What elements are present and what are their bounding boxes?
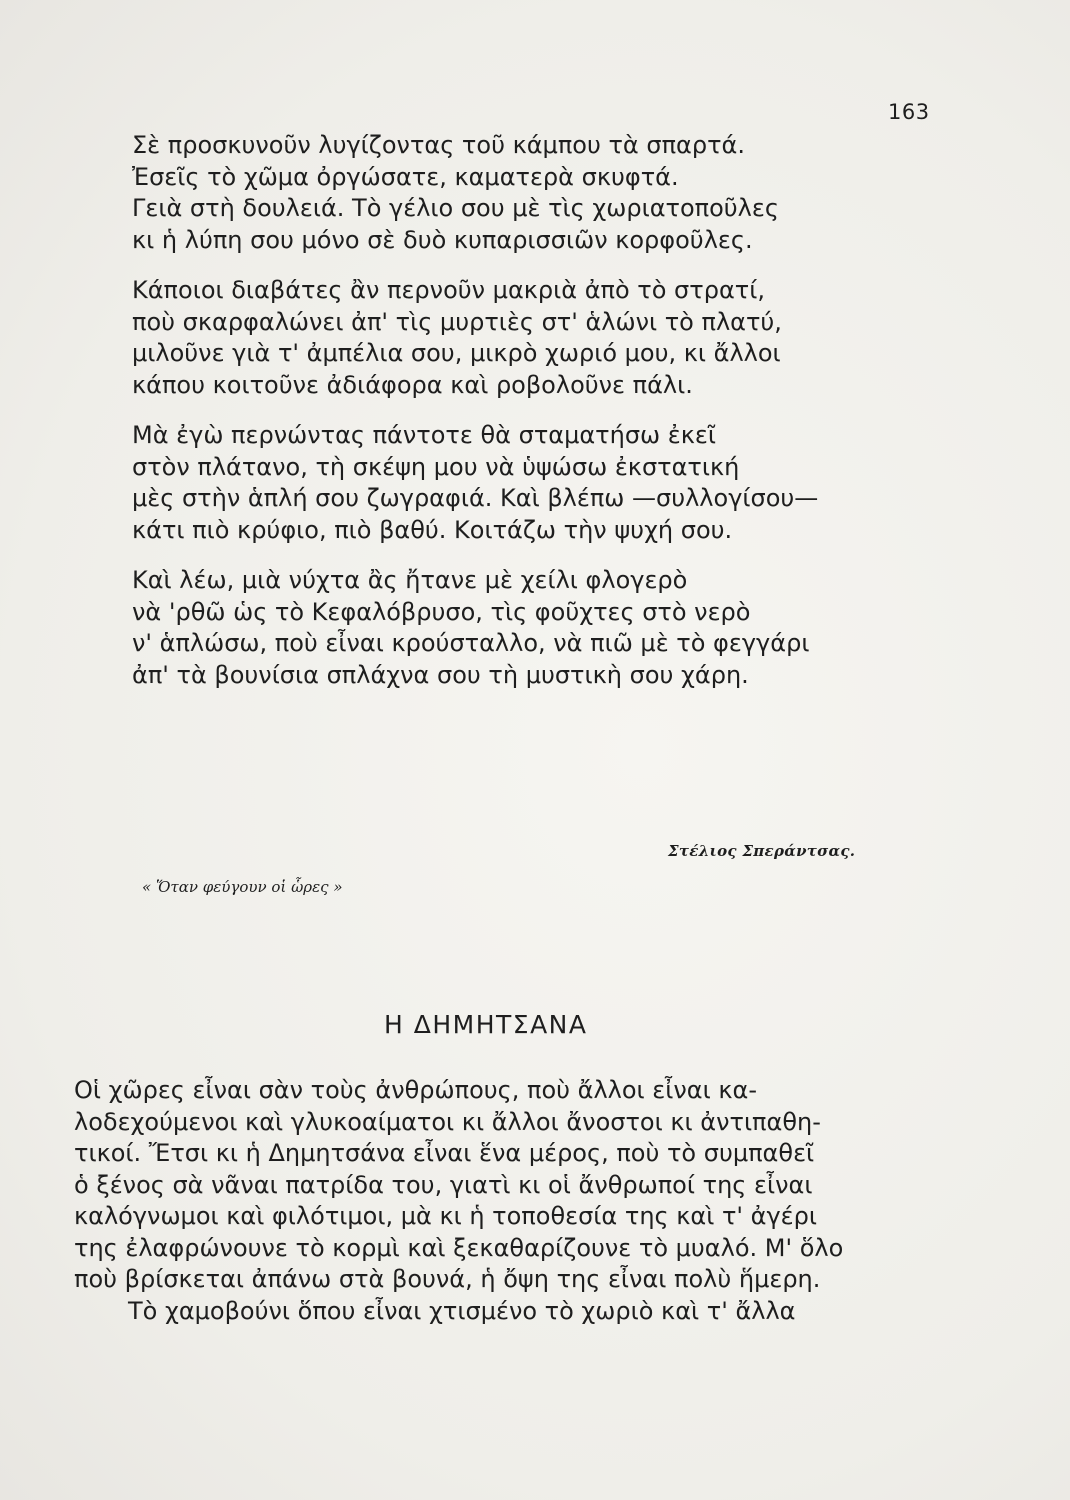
prose-line: ποὺ βρίσκεται ἀπάνω στὰ βουνά, ἡ ὄψη της εἶναι πολὺ ἥμερη.: [74, 1265, 821, 1293]
poem-line: νὰ 'ρθῶ ὡς τὸ Κεφαλόβρυσο, τὶς φοῦχτες στὸ νερὸ: [132, 597, 751, 626]
poem-line: ἀπ' τὰ βουνίσια σπλάχνα σου τὴ μυστικὴ σου χάρη.: [132, 660, 749, 689]
poem-line: κι ἡ λύπη σου μόνο σὲ δυὸ κυπαρισσιῶν κορφοῦλες.: [132, 225, 753, 254]
prose-line: τικοί. Ἔτσι κι ἡ Δημητσάνα εἶναι ἕνα μέρος, ποὺ τὸ συμπαθεῖ: [74, 1139, 815, 1167]
section-heading: Η ΔΗΜΗΤΣΑΝΑ: [384, 1010, 588, 1039]
poem-stanza-2: [132, 275, 892, 401]
poem-stanza-3: [132, 420, 892, 546]
poem-line: στὸν πλάτανο, τὴ σκέψη μου νὰ ὑψώσω ἐκστατική: [132, 452, 740, 481]
poem-stanza-4: [132, 565, 892, 691]
prose-line: της ἐλαφρώνουνε τὸ κορμὶ καὶ ξεκαθαρίζουνε τὸ μυαλό. Μ' ὅλο: [74, 1233, 844, 1262]
prose-line: λοδεχούμενοι καὶ γλυκοαίματοι κι ἄλλοι ἄνοστοι κι ἀντιπαθη-: [74, 1107, 821, 1136]
poem-stanza-1: [132, 130, 892, 256]
poem-line: Σὲ προσκυνοῦν λυγίζοντας τοῦ κάμπου τὰ σπαρτά.: [132, 131, 745, 159]
poem: [132, 130, 892, 710]
poem-source-citation: « Ὅταν φεύγουν οἱ ὧρες »: [142, 878, 343, 896]
prose-line: Οἱ χῶρες εἶναι σὰν τοὺς ἀνθρώπους, ποὺ ἄλλοι εἶναι κα-: [74, 1076, 758, 1104]
poem-line: Ἐσεῖς τὸ χῶμα ὀργώσατε, καματερὰ σκυφτά.: [132, 162, 679, 191]
poem-line: Μὰ ἐγὼ περνώντας πάντοτε θὰ σταματήσω ἐκεῖ: [132, 421, 716, 449]
poem-line: μὲς στὴν ἁπλή σου ζωγραφιά. Καὶ βλέπω —συλλογίσου—: [132, 484, 819, 512]
prose-line: ὁ ξένος σὰ νᾶναι πατρίδα του, γιατὶ κι οἱ ἄνθρωποί της εἶναι: [74, 1170, 813, 1199]
prose-paragraph: [74, 1075, 924, 1327]
poem-author-signature: Στέλιος Σπεράντσας.: [668, 842, 856, 860]
poem-line: Γειὰ στὴ δουλειά. Τὸ γέλιο σου μὲ τὶς χωριατοποῦλες: [132, 194, 779, 222]
poem-line: κάτι πιὸ κρύφιο, πιὸ βαθύ. Κοιτάζω τὴν ψυχή σου.: [132, 515, 733, 544]
prose-line: καλόγνωμοι καὶ φιλότιμοι, μὰ κι ἡ τοποθεσία της καὶ τ' ἀγέρι: [74, 1202, 817, 1230]
poem-line: κάπου κοιτοῦνε ἀδιάφορα καὶ ροβολοῦνε πάλι.: [132, 370, 693, 399]
poem-line: ν' ἁπλώσω, ποὺ εἶναι κρούσταλλο, νὰ πιῶ μὲ τὸ φεγγάρι: [132, 629, 810, 657]
prose-line: Τὸ χαμοβούνι ὅπου εἶναι χτισμένο τὸ χωριὸ καὶ τ' ἄλλα: [128, 1296, 796, 1325]
poem-line: ποὺ σκαρφαλώνει ἀπ' τὶς μυρτιὲς στ' ἁλώνι τὸ πλατύ,: [132, 307, 782, 336]
poem-line: Καὶ λέω, μιὰ νύχτα ἂς ἤτανε μὲ χείλι φλογερὸ: [132, 566, 688, 594]
poem-line: μιλοῦνε γιὰ τ' ἀμπέλια σου, μικρὸ χωριό μου, κι ἄλλοι: [132, 339, 781, 367]
page-number: 163: [888, 100, 930, 124]
poem-line: Κάποιοι διαβάτες ἂν περνοῦν μακριὰ ἀπὸ τὸ στρατί,: [132, 276, 765, 304]
